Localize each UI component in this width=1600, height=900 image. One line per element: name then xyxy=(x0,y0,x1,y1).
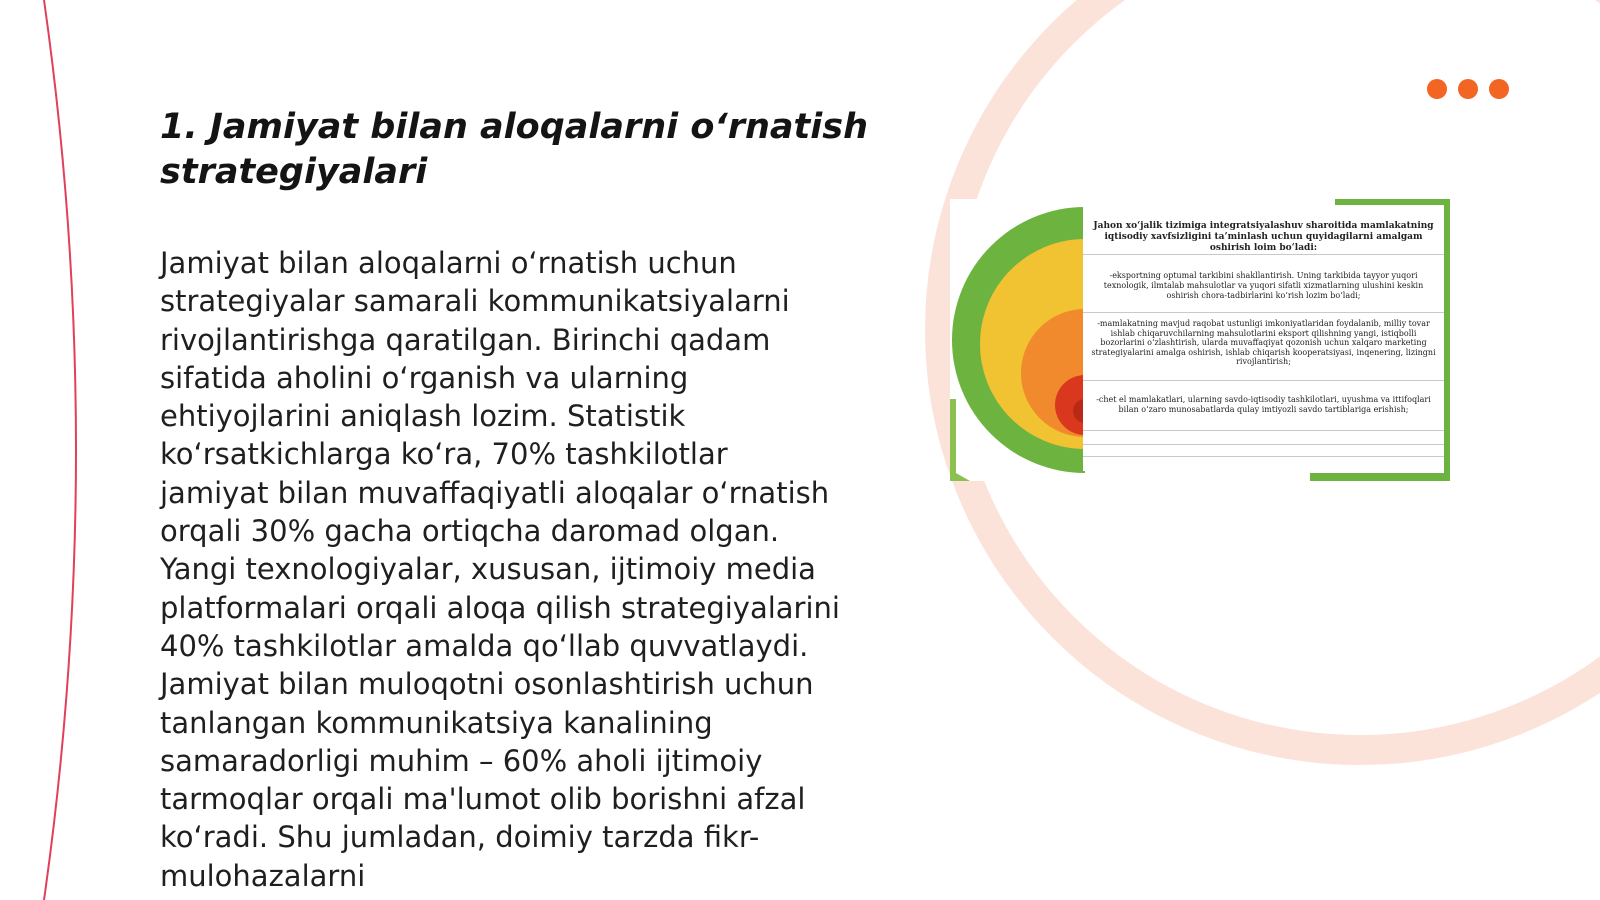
decor-dots xyxy=(1427,79,1513,101)
decor-dot xyxy=(1427,79,1447,99)
figure-table-row: -mamlakatning mavjud raqobat ustunligi imkoniyatlaridan foydalanib, milliy tovar ishlab chiqaruvchilarning mahsulotlarini eksport qilishning yangi, istiqbolli bozorlarini o‘zlashtirish, ularda muvaffaqiyat qozonish uchun xalqaro marketing strategiyalarini amalga oshirish, ishlab chiqarish kooperatsiyasi, inqenering, lizingni rivojlantirish; xyxy=(1083,313,1444,381)
figure-table-empty-row xyxy=(1083,445,1444,457)
figure-table-row: -chet el mamlakatlari, ularning savdo-iqtisodiy tashkilotlari, uyushma va ittifoqlari bilan o‘zaro munosabatlarda qulay imtiyozli savdo tartiblariga erishish; xyxy=(1083,381,1444,431)
figure-table-row: -eksportning optumal tarkibini shakllantirish. Uning tarkibida tayyor yuqori texnologik, ilmtalab mahsulotlar va yuqori sifatli xizmatlarning ulushini keskin oshirish chora-tadbirlarini ko‘rish lozim bo‘ladi; xyxy=(1083,255,1444,313)
slide-title: 1. Jamiyat bilan aloqalarni o‘rnatish strategiyalari xyxy=(160,107,868,192)
figure-table-empty-row xyxy=(1083,431,1444,445)
decor-dot xyxy=(1458,79,1478,99)
figure-table xyxy=(1083,207,1444,471)
slide-body-text: Jamiyat bilan aloqalarni o‘rnatish uchun strategiyalar samarali kommunikatsiyalarni rivojlantirishga qaratilgan. Birinchi qadam sifatida aholini o‘rganish va ularning ehtiyojlarini aniqlash lozim. Statistik ko‘rsatkichlarga ko‘ra, 70% tashkilotlar jamiyat bilan muvaffaqiyatli aloqalar o‘rnatish orqali 30% gacha ortiqcha daromad olgan. Yangi texnologiyalar, xususan, ijtimoiy media platformalari orqali aloqa qilish strategiyalarini 40% tashkilotlar amalda qo‘llab quvvatlaydi. Jamiyat bilan muloqotni osonlashtirish uchun tanlangan kommunikatsiya kanalining samaradorligi muhim – 60% aholi ijtimoiy tarmoqlar orqali ma'lumot olib borishni afzal ko‘radi. Shu jumladan, doimiy tarzda fikr-mulohazalarni xyxy=(160,246,840,893)
decor-dot xyxy=(1489,79,1509,99)
decor-left-line xyxy=(44,0,76,900)
embedded-figure xyxy=(950,199,1450,481)
figure-table-header: Jahon xo‘jalik tizimiga integratsiyalashuv sharoitida mamlakatning iqtisodiy xavfsizligini ta’minlash uchun quyidagilarni amalgam oshirish loim bo‘ladi: xyxy=(1083,207,1444,255)
